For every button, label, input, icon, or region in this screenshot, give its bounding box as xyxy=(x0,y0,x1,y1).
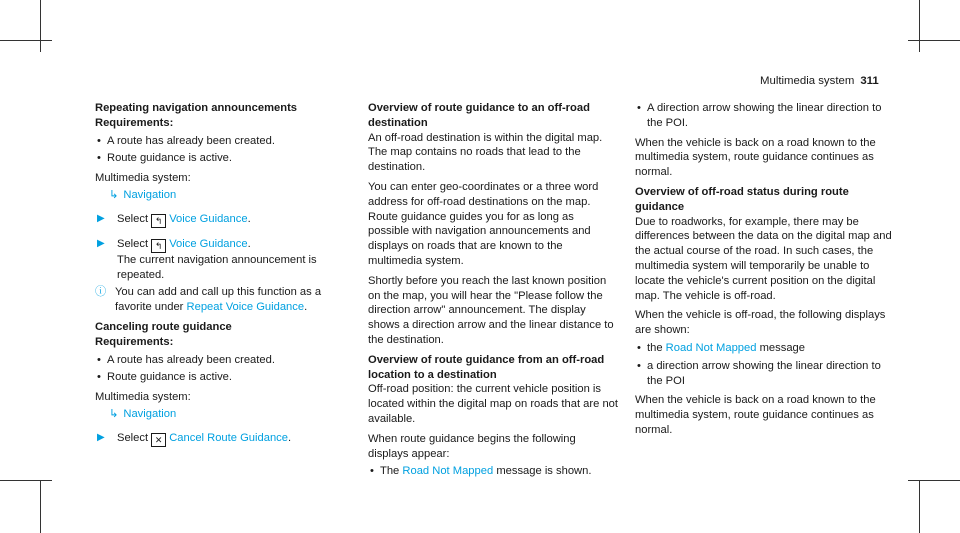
list-item: • A route has already been created. xyxy=(97,134,275,147)
step: ▶ Select ↰ Voice Guidance. xyxy=(97,212,251,226)
system-label: Multimedia system: xyxy=(95,172,191,185)
paragraph: When the vehicle is back on a road known to the multimedia system, route guidance continues as normal. xyxy=(635,394,876,436)
requirements-label: Requirements: xyxy=(95,335,174,348)
navigation-link[interactable]: Navigation xyxy=(123,188,177,201)
section-title: Overview of off-road status during route guidance xyxy=(635,185,849,213)
list-item: • A route has already been created. xyxy=(97,353,275,366)
path-arrow-icon: ↳ xyxy=(109,407,119,420)
list-item: • Route guidance is active. xyxy=(97,152,233,165)
crop-mark xyxy=(919,480,920,533)
step-arrow-icon: ▶ xyxy=(97,431,105,443)
close-icon: ✕ xyxy=(151,433,166,447)
section-title: Repeating navigation announcements xyxy=(95,102,298,114)
crop-mark xyxy=(0,40,52,41)
paragraph: When route guidance begins the following displays appear: xyxy=(368,432,576,460)
cancel-route-guidance-link[interactable]: Cancel Route Guidance xyxy=(169,431,288,444)
list-item: • a direction arrow showing the linear direction to the POI xyxy=(637,359,881,387)
voice-guidance-icon: ↰ xyxy=(151,239,166,253)
note: ⓘ You can add and call up this function as a favorite under Repeat Voice Guidance. xyxy=(95,286,322,314)
step-arrow-icon: ▶ xyxy=(97,212,105,224)
bullet-icon: • xyxy=(370,465,374,478)
voice-guidance-link[interactable]: Voice Guidance xyxy=(169,212,248,225)
step-arrow-icon: ▶ xyxy=(97,237,105,249)
paragraph: You can enter geo-coordinates or a three word address for off-road destinations on the map. Route guidance guides you for as long as possible with navigation announcements and displays on roads that are known to the multimedia system. xyxy=(368,180,599,267)
bullet-icon: • xyxy=(637,359,641,372)
header-title: Multimedia system xyxy=(760,75,855,87)
column-middle xyxy=(368,101,618,479)
paragraph: An off-road destination is within the digital map. The map contains no roads that lead to the destination. xyxy=(368,131,603,174)
list-item: • Route guidance is active. xyxy=(97,371,233,384)
path-arrow-icon: ↳ xyxy=(109,188,119,201)
bullet-icon: • xyxy=(637,102,641,114)
page-number: 311 xyxy=(860,75,879,87)
step: ▶ Select ↰ Voice Guidance. The current navigation announcement is repeated. xyxy=(95,237,340,283)
column-right xyxy=(635,101,895,438)
step: ▶ Select ✕ Cancel Route Guidance. xyxy=(97,431,292,445)
section-title: Canceling route guidance xyxy=(95,320,232,333)
section-title: Overview of route guidance to an off-road destination xyxy=(368,102,590,129)
crop-mark xyxy=(908,40,960,41)
step-result: The current navigation announcement is repeated. xyxy=(117,253,317,281)
crop-mark xyxy=(40,480,41,533)
bullet-icon: • xyxy=(97,134,101,147)
column-left xyxy=(95,101,340,447)
paragraph: Shortly before you reach the last known position on the map, you will hear the "Please follow the direction arrow" announcement. The display shows a direction arrow and the linear distance to the destination. xyxy=(368,274,614,346)
menu-path xyxy=(95,188,340,203)
paragraph: When the vehicle is off-road, the following displays are shown: xyxy=(635,309,886,337)
voice-guidance-link[interactable]: Voice Guidance xyxy=(169,237,248,250)
requirements-label: Requirements: xyxy=(95,116,174,129)
crop-mark xyxy=(40,0,41,52)
system-label: Multimedia system: xyxy=(95,391,191,404)
menu-path xyxy=(95,407,340,422)
list-item: • A direction arrow showing the linear direction to the POI. xyxy=(637,102,882,129)
page-header xyxy=(760,74,879,89)
list-item: • the Road Not Mapped message xyxy=(637,341,805,354)
info-icon: ⓘ xyxy=(95,286,107,299)
crop-mark xyxy=(908,480,960,481)
bullet-icon: • xyxy=(97,353,101,366)
section-title: Overview of route guidance from an off-road location to a destination xyxy=(368,353,605,381)
repeat-voice-guidance-link[interactable]: Repeat Voice Guidance xyxy=(186,301,305,314)
paragraph: Off-road position: the current vehicle position is located within the digital map on roads that are not available. xyxy=(368,383,619,425)
paragraph: When the vehicle is back on a road known to the multimedia system, route guidance continues as normal. xyxy=(635,136,876,179)
paragraph: Due to roadworks, for example, there may be differences between the data on the digital map and the actual course of the road. In such cases, the multimedia system will temporarily be unable to locate the vehicle's current position on the digital map. The vehicle is off-road. xyxy=(635,215,892,302)
crop-mark xyxy=(919,0,920,52)
list-item: • The Road Not Mapped message is shown. xyxy=(370,465,592,478)
bullet-icon: • xyxy=(97,152,101,165)
bullet-icon: • xyxy=(637,341,641,354)
road-not-mapped-link[interactable]: Road Not Mapped xyxy=(665,341,757,354)
crop-mark xyxy=(0,480,52,481)
navigation-link[interactable]: Navigation xyxy=(123,407,177,420)
bullet-icon: • xyxy=(97,371,101,384)
road-not-mapped-link[interactable]: Road Not Mapped xyxy=(402,465,494,478)
voice-guidance-icon: ↰ xyxy=(151,214,166,228)
